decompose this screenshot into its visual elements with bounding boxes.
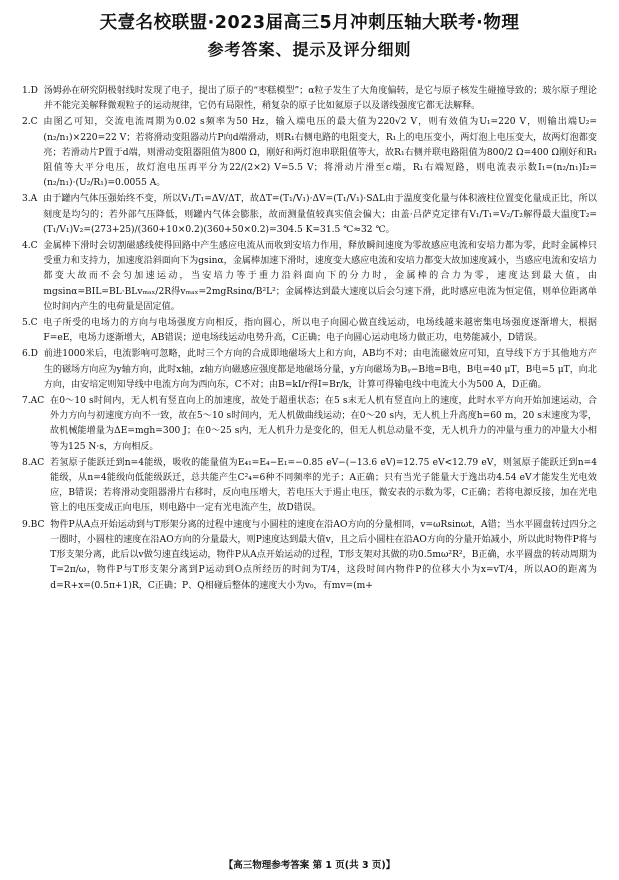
answer-explanation: 前进1000米后，电流影响可忽略，此时三个方向的合成即地磁场大上和方向，AB均不对；由电流磁效应可知，直导线下方于其他地方产生的磁场方向应为y轴方向，此时x轴，z轴方向磁感应强度都是地磁场分量，y方向磁场为Bᵧ−B地=B电，B电=40 μT，B电=5 μT，向北方向，由安培定则知导线中电流方向为西向东，C不对；由B=kI/r得I=Br/k，计算可得输电线中电流大小为500 A，D正确。 (43, 349, 597, 390)
answer-item-1 (22, 84, 597, 114)
answer-item-6 (22, 347, 597, 393)
answer-number: 7.AC (22, 396, 50, 407)
page-footer: 【高三物理参考答案 第 1 页(共 3 页)】 (223, 860, 396, 871)
answer-item-7 (22, 394, 597, 455)
answer-number: 6.D (22, 349, 44, 360)
answer-item-3 (22, 192, 597, 238)
answer-explanation: 金属棒下滑时会切割磁感线使得回路中产生感应电流从而收到安培力作用，释放瞬间速度为零故感应电流和安培力都为零，此时金属棒只受重力和支持力，加速度沿斜面向下为gsinα，金属棒加速下滑时，速度变大感应电流和安培力都变大故加速度减小，当感应电流和安培力都变大故而不会匀加速运动，当安培力等于重力沿斜面向下的分力时，金属棒的合力为零，速度达到最大值，由mgsinα=BIL=BL·BLvₘₐₓ/2R得vₘₐₓ=2mgRsinα/B²L²；金属棒达到最大速度以后会匀速下滑，此时感应电流为恒定值，则单位距离单位时间内产生的电荷量是固定值。 (43, 241, 597, 312)
answer-number: 8.AC (22, 457, 50, 468)
answer-explanation: 由图乙可知，交流电流周期为0.02 s频率为50 Hz，输入端电压的最大值为220√2 V，则有效值为U₁=220 V，则输出端U₂=(n₂/n₁)×220=22 V；若将滑动变阻器动片P向d端滑动，则R₁右侧电路的电阻变大，R₁上的电压变小，两灯泡上电压变大，故两灯泡都变亮；若滑动片P置于d端，则滑动变阻器阻值为800 Ω，刚好和两灯泡串联阻值等大，故R₁右侧并联电路阻值为800/2 Ω=400 Ω刚好和R₁阻值等大平分电压，故灯泡电压再平分为22/(2×2) V=5.5 V；将滑动片滑至c端，R₁右端短路，则电流表示数I₁=(n₂/n₁)I₂=(n₂/n₁)·(U₂/R₁)=0.0055 A。 (43, 117, 597, 189)
answer-explanation: 汤姆孙在研究阴极射线时发现了电子，提出了原子的“枣糕模型”；α粒子发生了大角度偏转，是它与原子核发生碰撞导致的；玻尔原子理论并不能完美解释微观粒子的运动规律，它仍有局限性，稍复杂的原子比如氦原子以及谱线强度它都无法解释。 (43, 86, 597, 112)
answer-number: 2.C (22, 117, 44, 128)
answer-item-9 (22, 518, 597, 594)
answer-list (22, 84, 597, 594)
answer-number: 3.A (22, 194, 44, 205)
answer-number: 1.D (22, 86, 44, 96)
answer-explanation: 若氢原子能跃迁到n=4能级，吸收的能量值为E₄₁=E₄−E₁=−0.85 eV−(−13.6 eV)=12.75 eV<12.79 eV，则氢原子能跃迁到n=4能级，从n=4能级向低能级跃迁，总共能产生C²₄=6种不同频率的光子；A正确；只有当光子能量大于逸出功4.54 eV才能发生光电效应，B错误；若将滑动变阻器滑片右移时，反向电压增大，若电压大于遏止电压，微安表的示数为零，C正确；若将电源反接，加在光电管上的电压变成正向电压，则电路中一定有光电流产生，故D错误。 (49, 457, 597, 514)
answer-number: 4.C (22, 241, 44, 252)
answer-number: 5.C (22, 318, 44, 329)
answer-item-8 (22, 456, 597, 517)
answer-item-5 (22, 316, 597, 346)
answer-number: 9.BC (22, 519, 51, 530)
answer-explanation: 在0～10 s时间内，无人机有竖直向上的加速度，故处于超重状态；在5 s末无人机有竖直向上的速度，此时水平方向开始加速运动，合外力方向与初速度方向不一致，故在5～10 s时间内，无人机做曲线运动；在0～20 s内，无人机上升高度h=60 m，20 s末速度为零，故机械能增量为ΔE=mgh=300 J；在0～25 s内，无人机升力是变化的，但无人机总动量不变，无人机升力的冲量与重力的冲量大小相等为125 N·s，方向相反。 (49, 396, 597, 452)
answer-item-2 (22, 115, 597, 191)
document-subtitle: 参考答案、提示及评分细则 (207, 40, 412, 59)
answer-item-4 (22, 239, 597, 315)
answer-explanation: 电子所受的电场力的方向与电场强度方向相反，指向圆心，所以电子向圆心做直线运动，电场线越来越密集电场强度逐渐增大，根据F=eE，电场力逐渐增大，AB错误；逆电场线运动电势升高，C正确；电子向圆心运动电场力做正功，电势能减小，D错误。 (43, 318, 597, 344)
answer-explanation: 由于罐内气体压强始终不变，所以V₁/T₁=ΔV/ΔT，故ΔT=(T₁/V₁)·ΔV=(T₁/V₁)·SΔL由于温度变化量与体积液柱位置变化量成正比，所以刻度是均匀的；若外部气压降低，则罐内气体会膨胀，故而测量值较真实值会偏大；由盖·吕萨克定律有V₁/T₁=V₂/T₂解得最大温度T₂=(T₁/V₁)V₂=(273+25)/(360+10×0.2)(360+50×0.2)=304.5 K=31.5 ℃≈32 ℃。 (43, 194, 597, 235)
document-title: 天壹名校联盟·2023届高三5月冲刺压轴大联考·物理 (99, 13, 520, 33)
answer-explanation: 物件P从A点开始运动到与T形架分离的过程中速度与小圆柱的速度在沿AO方向的分量相同，v=ωRsinωt，A错；当水平圆盘转过四分之一圈时，小圆柱的速度在沿AO方向的分量最大，则P速度达到最大值v，且之后小圆柱在沿AO方向的分量开始减小，所以此时物件P将与T形支架分离，此后以v做匀速直线运动，物件P从A点开始运动的过程，T形支架对其做的功0.5mω²R²，B正确，水平圆盘的转动周期为T=2π/ω，物件P与T形支架分离到P运动到O点所经历的时间为T/4，这段时间内物件P的位移大小为x=vT/4，所以AO的距离为d=R+x=(0.5π+1)R，C正确；P、Q相碰后整体的速度大小为v₀，有mv=(m+ (50, 519, 597, 591)
